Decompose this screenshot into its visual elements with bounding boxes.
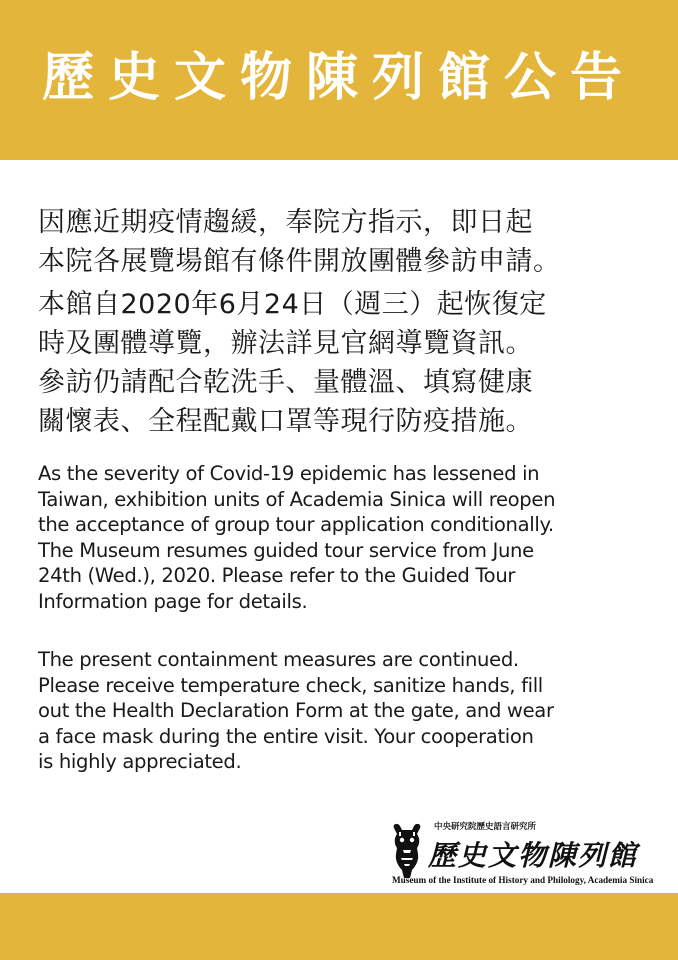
notice-zh-paragraph-2 — [38, 285, 648, 441]
page-title: 歷史文物陳列館公告 — [41, 48, 636, 108]
notice-en-line: Information page for details. — [38, 589, 308, 613]
notice-zh-line: 因應近期疫情趨緩，奉院方指示，即日起 — [38, 207, 533, 238]
notice-en-paragraph-2 — [38, 647, 653, 775]
notice-en-line: the acceptance of group tour application conditionally. — [38, 513, 554, 537]
logo-museum-name: 歷史文物陳列館 — [428, 839, 639, 872]
notice-en-line: As the severity of Covid-19 epidemic has lessened in — [38, 462, 540, 485]
notice-en-line: The present containment measures are continued. — [38, 648, 519, 671]
notice-zh-line: 參訪仍請配合乾洗手、量體溫、填寫健康 — [38, 367, 533, 398]
notice-zh-paragraph-1 — [38, 203, 648, 281]
notice-en-line: Taiwan, exhibition units of Academia Sinica will reopen — [38, 487, 556, 511]
footer-band — [0, 893, 678, 960]
logo-institute-name: 中央研究院歷史語言研究所 — [434, 822, 537, 832]
notice-zh-line: 時及團體導覽，辦法詳見官網導覽資訊。 — [38, 328, 533, 359]
notice-zh-line: 本院各展覽場館有條件開放團體參訪申請。 — [38, 246, 561, 277]
notice-en-line: out the Health Declaration Form at the gate, and wear — [38, 699, 554, 723]
notice-zh-line: 關懷表、全程配戴口罩等現行防疫措施。 — [38, 406, 533, 437]
notice-en-line: The Museum resumes guided tour service from June — [38, 538, 534, 562]
notice-en-paragraph-1 — [38, 461, 653, 615]
museum-logo — [388, 818, 654, 890]
header-band — [0, 0, 678, 160]
notice-en-line: Please receive temperature check, sanitize hands, fill — [38, 673, 543, 697]
notice-en-line: a face mask during the entire visit. Your cooperation — [38, 724, 534, 748]
notice-en-line: 24th (Wed.), 2020. Please refer to the Guided Tour — [38, 564, 516, 588]
notice-zh-line: 本館自2020年6月24日（週三）起恢復定 — [38, 289, 547, 320]
logo-english-name: Museum of the Institute of History and Philology, Academia Sinica — [392, 875, 654, 885]
notice-en-line: is highly appreciated. — [38, 750, 242, 774]
